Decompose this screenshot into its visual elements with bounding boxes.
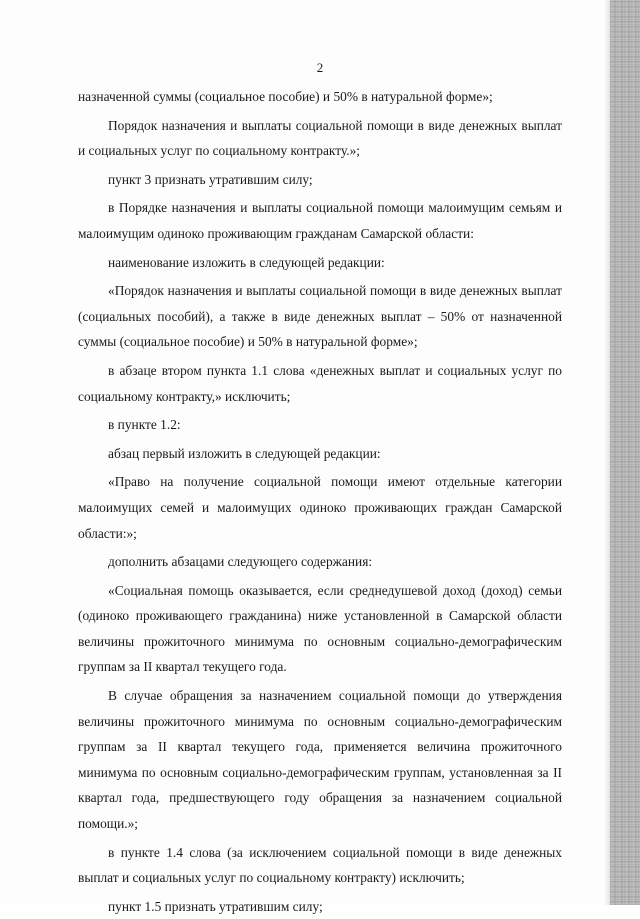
paragraph-6: «Порядок назначения и выплаты социальной помощи в виде денежных выплат (социальных пособий), а также в виде денежных выплат – 50% от назначенной суммы (социальное пособие) и 50% в натуральной форме»; [78,283,562,350]
paragraph-1: назначенной суммы (социальное пособие) и 50% в натуральной форме»; [78,89,493,104]
page-number: 2 [316,60,324,75]
paragraph-10: «Право на получение социальной помощи имеют отдельные категории малоимущих семей и малоимущих одиноко проживающих граждан Самарской области:»; [78,474,562,541]
paragraph-11: дополнить абзацами следующего содержания: [108,554,373,570]
paragraph-5: наименование изложить в следующей редакции: [108,254,385,270]
paragraph-3: пункт 3 признать утратившим силу; [108,171,313,187]
paragraph-7: в абзаце втором пункта 1.1 слова «денежных выплат и социальных услуг по социальному контракту,» исключить; [78,362,562,404]
paragraph-8: в пункте 1.2: [108,417,181,433]
paragraph-14: в пункте 1.4 слова (за исключением социальной помощи в виде денежных выплат и социальных услуг по социальному контракту) исключить; [78,844,562,886]
paragraph-2: Порядок назначения и выплаты социальной помощи в виде денежных выплат и социальных услуг по социальному контракту.»; [78,117,562,159]
paragraph-15: пункт 1.5 признать утратившим силу; [108,898,323,914]
scan-edge-noise [610,0,640,905]
paragraph-12: «Социальная помощь оказывается, если среднедушевой доход (доход) семьи (одиноко проживающего гражданина) ниже установленной в Самарской области величины прожиточного минимума по основным социально-демографическим группам за II квартал текущего года. [78,582,562,675]
paragraph-13: В случае обращения за назначением социальной помощи до утверждения величины прожиточного минимума по основным социально-демографическим группам за II квартал текущего года, применяется величина прожиточного минимума по основным социально-демографическим группам, установленная за II квартал года, предшествующего году обращения за назначением социальной помощи.»; [78,688,562,832]
document-body [78,84,562,919]
paragraph-9: абзац первый изложить в следующей редакции: [108,445,381,461]
paragraph-4: в Порядке назначения и выплаты социальной помощи малоимущим семьям и малоимущим одиноко проживающим гражданам Самарской области: [78,200,562,241]
